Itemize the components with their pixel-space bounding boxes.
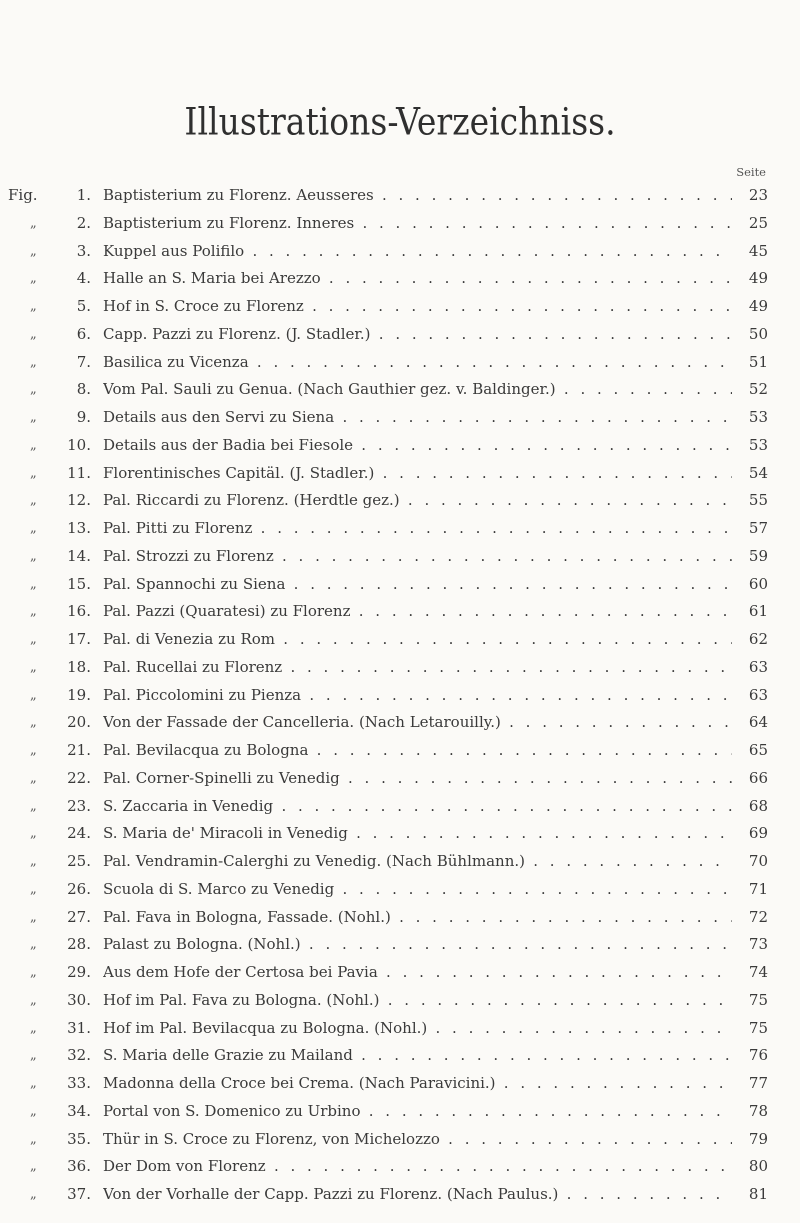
list-item — [8, 709, 768, 737]
figure-number: 34. — [67, 1101, 91, 1120]
figure-caption: S. Zaccaria in Venedig . . . — [103, 793, 734, 821]
list-item — [8, 460, 768, 488]
page-number: 64 — [732, 709, 768, 737]
figure-number: 28. — [67, 935, 91, 954]
list-item — [8, 765, 768, 793]
page-number: 53 — [732, 432, 768, 460]
list-item — [8, 1153, 768, 1181]
figure-caption: Hof in S. Croce zu Florenz . . . — [103, 293, 734, 321]
ditto-mark: „ — [30, 493, 37, 509]
page-number: 70 — [732, 848, 768, 876]
figure-number: 37. — [67, 1185, 91, 1203]
figure-number: 4. — [76, 269, 91, 288]
ditto-mark: „ — [30, 243, 37, 259]
figure-number: 6. — [76, 324, 91, 343]
figure-caption: Madonna della Croce bei Crema. (Nach Paravicini.) . . . — [103, 1070, 734, 1098]
figure-caption: S. Maria de' Miracoli in Venedig . . . — [103, 820, 734, 848]
figure-number: 19. — [67, 685, 91, 704]
figure-number: 23. — [67, 796, 91, 815]
figure-caption: Details aus den Servi zu Siena . . . — [103, 404, 734, 432]
ditto-mark: „ — [30, 437, 37, 453]
list-item — [8, 293, 768, 321]
ditto-mark: „ — [30, 1159, 37, 1175]
ditto-mark: „ — [30, 410, 37, 425]
figure-caption: Der Dom von Florenz . . . — [103, 1153, 734, 1181]
figure-caption: Pal. di Venezia zu Rom . . . — [103, 626, 734, 654]
figure-number: 7. — [76, 352, 91, 371]
page-number: 62 — [732, 626, 768, 654]
list-item — [8, 959, 768, 987]
figure-caption: Von der Vorhalle der Capp. Pazzi zu Florenz. (Nach Paulus.) . . . — [103, 1181, 734, 1209]
figure-caption: Thür in S. Croce zu Florenz, von Michelozzo . . . — [103, 1126, 734, 1154]
page-number: 75 — [732, 1015, 768, 1043]
figure-number: 15. — [67, 574, 91, 593]
list-item — [8, 848, 768, 876]
figure-number: 13. — [67, 519, 91, 537]
figure-caption: Pal. Corner-Spinelli zu Venedig . . . — [103, 765, 734, 793]
page-number: 76 — [732, 1042, 768, 1070]
figure-caption: Baptisterium zu Florenz. Inneres . . . — [103, 210, 734, 238]
list-item — [8, 1126, 768, 1154]
figure-number: 8. — [76, 380, 91, 399]
page-number: 71 — [732, 876, 768, 904]
fig-label: Fig. — [8, 186, 38, 204]
figure-caption: Pal. Piccolomini zu Pienza . . . — [103, 682, 734, 710]
page-number: 50 — [732, 321, 768, 349]
ditto-mark: „ — [30, 826, 37, 842]
figure-caption: Basilica zu Vicenza . . . — [103, 349, 734, 377]
page-number: 45 — [732, 238, 768, 266]
figure-caption: Florentinisches Capitäl. (J. Stadler.) . . . — [103, 460, 734, 488]
list-item — [8, 1070, 768, 1098]
ditto-mark: „ — [30, 715, 37, 731]
page-number: 65 — [732, 737, 768, 765]
figure-number: 22. — [67, 768, 91, 787]
ditto-mark: „ — [30, 798, 37, 814]
ditto-mark: „ — [30, 659, 37, 675]
list-item — [8, 820, 768, 848]
ditto-mark: „ — [30, 1103, 37, 1119]
page-number: 25 — [732, 210, 768, 238]
page-number: 23 — [732, 182, 768, 210]
figure-caption: Halle an S. Maria bei Arezzo . . . — [103, 265, 734, 293]
figure-caption: S. Maria delle Grazie zu Mailand . . . — [103, 1042, 734, 1070]
figure-number: 24. — [67, 824, 91, 843]
list-item — [8, 376, 768, 404]
figure-number: 17. — [67, 630, 91, 648]
list-item — [8, 238, 768, 266]
figure-caption: Pal. Fava in Bologna, Fassade. (Nohl.) . . . — [103, 904, 734, 932]
figure-caption: Kuppel aus Polifilo . . . — [103, 238, 734, 266]
illustration-list — [8, 182, 768, 1209]
ditto-mark: „ — [30, 1187, 37, 1202]
figure-number: 5. — [76, 297, 91, 315]
list-item — [8, 349, 768, 377]
figure-caption: Pal. Rucellai zu Florenz . . . — [103, 654, 734, 682]
ditto-mark: „ — [30, 271, 37, 287]
list-item — [8, 904, 768, 932]
ditto-mark: „ — [30, 854, 37, 869]
figure-caption: Baptisterium zu Florenz. Aeusseres . . . — [103, 182, 734, 210]
figure-caption: Von der Fassade der Cancelleria. (Nach Letarouilly.) . . . — [103, 709, 734, 737]
figure-caption: Hof im Pal. Bevilacqua zu Bologna. (Nohl.) . . . — [103, 1015, 734, 1043]
figure-number: 35. — [67, 1129, 91, 1148]
ditto-mark: „ — [30, 1131, 37, 1147]
list-item — [8, 654, 768, 682]
figure-number: 11. — [67, 463, 91, 482]
figure-number: 10. — [67, 435, 91, 454]
ditto-mark: „ — [30, 215, 37, 231]
figure-caption: Pal. Pitti zu Florenz . . . — [103, 515, 734, 543]
ditto-mark: „ — [30, 909, 37, 925]
figure-caption: Details aus der Badia bei Fiesole . . . — [103, 432, 734, 460]
page-number: 75 — [732, 987, 768, 1015]
ditto-mark: „ — [30, 687, 37, 703]
page-number: 61 — [732, 598, 768, 626]
ditto-mark: „ — [30, 881, 37, 897]
list-item — [8, 876, 768, 904]
figure-caption: Pal. Riccardi zu Florenz. (Herdtle gez.) . . . — [103, 487, 734, 515]
list-item — [8, 515, 768, 543]
page-number: 74 — [732, 959, 768, 987]
figure-caption: Vom Pal. Sauli zu Genua. (Nach Gauthier gez. v. Baldinger.) . . . — [103, 376, 734, 404]
figure-number: 18. — [67, 657, 91, 676]
figure-caption: Pal. Bevilacqua zu Bologna . . . — [103, 737, 734, 765]
figure-number: 31. — [67, 1018, 91, 1037]
page-number: 63 — [732, 682, 768, 710]
figure-caption: Pal. Spannochi zu Siena . . . — [103, 571, 734, 599]
list-item — [8, 487, 768, 515]
figure-number: 16. — [67, 602, 91, 621]
list-item — [8, 1015, 768, 1043]
list-item — [8, 210, 768, 238]
ditto-mark: „ — [30, 743, 37, 758]
ditto-mark: „ — [30, 632, 37, 647]
figure-caption: Pal. Pazzi (Quaratesi) zu Florenz . . . — [103, 598, 734, 626]
figure-number: 3. — [76, 241, 91, 260]
page-number: 77 — [732, 1070, 768, 1098]
figure-caption: Pal. Strozzi zu Florenz . . . — [103, 543, 734, 571]
page-number: 53 — [732, 404, 768, 432]
list-item — [8, 1042, 768, 1070]
figure-number: 25. — [67, 852, 91, 870]
ditto-mark: „ — [30, 465, 37, 481]
list-item — [8, 1098, 768, 1126]
figure-caption: Capp. Pazzi zu Florenz. (J. Stadler.) . . . — [103, 321, 734, 349]
figure-number: 32. — [67, 1046, 91, 1065]
list-item — [8, 682, 768, 710]
list-item — [8, 987, 768, 1015]
ditto-mark: „ — [30, 1020, 37, 1036]
ditto-mark: „ — [30, 937, 37, 953]
ditto-mark: „ — [30, 548, 37, 564]
ditto-mark: „ — [30, 382, 37, 398]
list-item — [8, 626, 768, 654]
ditto-mark: „ — [30, 770, 37, 786]
ditto-mark: „ — [30, 354, 37, 370]
figure-number: 1. — [76, 186, 91, 204]
figure-number: 27. — [67, 907, 91, 926]
ditto-mark: „ — [30, 521, 37, 536]
page-number: 79 — [732, 1126, 768, 1154]
page-number: 78 — [732, 1098, 768, 1126]
page-title: Illustrations-Verzeichniss. — [184, 99, 616, 144]
page-number: 69 — [732, 820, 768, 848]
list-item — [8, 1181, 768, 1209]
page-number: 55 — [732, 487, 768, 515]
figure-number: 36. — [67, 1157, 91, 1176]
page-number: 52 — [732, 376, 768, 404]
list-item — [8, 182, 768, 210]
figure-number: 33. — [67, 1074, 91, 1092]
list-item — [8, 571, 768, 599]
list-item — [8, 598, 768, 626]
list-item — [8, 737, 768, 765]
figure-number: 14. — [67, 546, 91, 565]
page-number: 80 — [732, 1153, 768, 1181]
page-number: 68 — [732, 793, 768, 821]
figure-number: 26. — [67, 879, 91, 898]
page-number: 49 — [732, 293, 768, 321]
ditto-mark: „ — [30, 604, 37, 620]
figure-number: 30. — [67, 990, 91, 1009]
figure-caption: Palast zu Bologna. (Nohl.) . . . — [103, 931, 734, 959]
figure-number: 29. — [67, 963, 91, 981]
page-number: 57 — [732, 515, 768, 543]
page-number: 63 — [732, 654, 768, 682]
page-number: 54 — [732, 460, 768, 488]
page-number: 49 — [732, 265, 768, 293]
page-number: 81 — [732, 1181, 768, 1209]
figure-number: 20. — [67, 713, 91, 732]
ditto-mark: „ — [30, 576, 37, 592]
figure-caption: Hof im Pal. Fava zu Bologna. (Nohl.) . . . — [103, 987, 734, 1015]
ditto-mark: „ — [30, 965, 37, 980]
page-column-header: Seite — [736, 165, 766, 179]
ditto-mark: „ — [30, 299, 37, 314]
list-item — [8, 321, 768, 349]
list-item — [8, 793, 768, 821]
figure-caption: Portal von S. Domenico zu Urbino . . . — [103, 1098, 734, 1126]
list-item — [8, 432, 768, 460]
list-item — [8, 931, 768, 959]
figure-caption: Pal. Vendramin-Calerghi zu Venedig. (Nach Bühlmann.) . . . — [103, 848, 734, 876]
ditto-mark: „ — [30, 992, 37, 1008]
list-item — [8, 543, 768, 571]
ditto-mark: „ — [30, 1048, 37, 1064]
page-number: 51 — [732, 349, 768, 377]
ditto-mark: „ — [30, 1076, 37, 1091]
figure-number: 9. — [76, 408, 91, 426]
page-number: 59 — [732, 543, 768, 571]
figure-number: 2. — [76, 213, 91, 232]
figure-caption: Aus dem Hofe der Certosa bei Pavia . . . — [103, 959, 734, 987]
list-item — [8, 404, 768, 432]
ditto-mark: „ — [30, 326, 37, 342]
figure-caption: Scuola di S. Marco zu Venedig . . . — [103, 876, 734, 904]
list-item — [8, 265, 768, 293]
page-number: 66 — [732, 765, 768, 793]
figure-number: 21. — [67, 741, 91, 759]
figure-number: 12. — [67, 491, 91, 510]
page-number: 72 — [732, 904, 768, 932]
page-number: 60 — [732, 571, 768, 599]
page-number: 73 — [732, 931, 768, 959]
